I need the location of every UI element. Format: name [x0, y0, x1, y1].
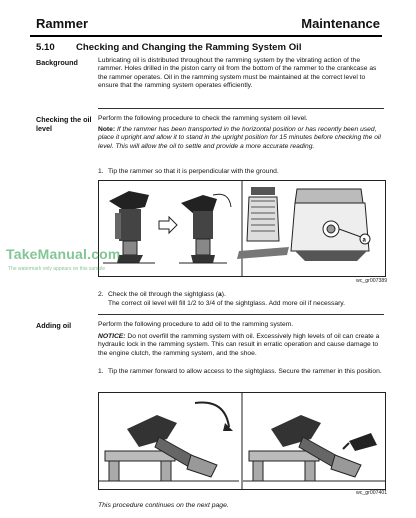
- checking-intro: Perform the following procedure to check the ramming system oil level.: [98, 115, 308, 122]
- step-number: 1.: [98, 368, 104, 375]
- step-text: Tip the rammer so that it is perpendicular with the ground.: [108, 168, 279, 175]
- adding-notice: [98, 333, 383, 358]
- step-text-bold: a: [218, 291, 222, 298]
- background-label: Background: [36, 58, 78, 67]
- section-divider: [98, 108, 384, 109]
- notice-label: NOTICE:: [98, 333, 126, 340]
- callout-a: a: [362, 237, 366, 244]
- adding-label: Adding oil: [36, 321, 72, 330]
- figure-2-caption: wc_gr007401: [356, 490, 388, 496]
- oil-filling-illustration: [243, 415, 385, 481]
- header-rule: [30, 35, 382, 37]
- sightglass-illustration: [237, 187, 370, 261]
- checking-step-1: [98, 168, 384, 176]
- notice-text: Do not overfill the ramming system with oil. Excessively high levels of oil can create a hydraulic lock in the ramming system. This can result in erratic operation and cause damage to the engine clutch, the ramming system, and the shoe.: [98, 333, 380, 357]
- step-number: 1.: [98, 168, 104, 175]
- checking-note: [98, 126, 383, 151]
- adding-step-1: [98, 368, 384, 376]
- step-text-pre: Check the oil through the sightglass (: [108, 291, 219, 298]
- background-text: Lubricating oil is distributed throughout the ramming system by the vibrating action of the rammer. Holes drilled in the piston carry oil from the bottom of the rammer to the crankcase as the rammer operates. Oil in the ramming system must be maintained at the correct level to ensure that the ramming system operates efficiently.: [98, 57, 377, 89]
- step-number: 2.: [98, 291, 104, 298]
- checking-step-2-detail: The correct oil level will fill 1/2 to 3/4 of the sightglass. Add more oil if necessary.: [108, 300, 346, 307]
- header-chapter-title: Maintenance: [301, 16, 380, 31]
- watermark: TakeManual.com: [6, 246, 121, 262]
- checking-label: Checking the oil level: [36, 115, 92, 133]
- figure-tip-rammer-sightglass: [98, 180, 386, 277]
- continues-note: This procedure continues on the next page.: [98, 502, 229, 509]
- step-text: Tip the rammer forward to allow access to the sightglass. Secure the rammer in this position.: [108, 368, 382, 375]
- section-number: 5.10: [36, 42, 55, 53]
- rammer-tip-illustration: [103, 191, 231, 263]
- header-product-title: Rammer: [36, 16, 89, 31]
- section-title: Checking and Changing the Ramming System Oil: [76, 42, 302, 53]
- section-divider: [98, 314, 384, 315]
- page-header: [30, 14, 382, 36]
- note-label: Note:: [98, 126, 116, 133]
- rammer-on-bench-illustration: [99, 403, 239, 482]
- note-text: If the rammer has been transported in the horizontal position or has recently been used, place it upright and allow it to stand in the upright position for 15 minutes before checking the oil level. This will allow the oil to settle and provide a more accurate reading.: [98, 126, 381, 150]
- step-text-post: ).: [221, 291, 226, 298]
- figure-tip-forward-add-oil: [98, 392, 386, 490]
- checking-step-2: [98, 291, 384, 299]
- adding-intro: Perform the following procedure to add oil to the ramming system.: [98, 321, 294, 328]
- figure-1-caption: wc_gr007389: [356, 278, 388, 284]
- watermark-subtext: The watermark only appears on this sample: [8, 266, 105, 272]
- section-heading: [36, 42, 302, 53]
